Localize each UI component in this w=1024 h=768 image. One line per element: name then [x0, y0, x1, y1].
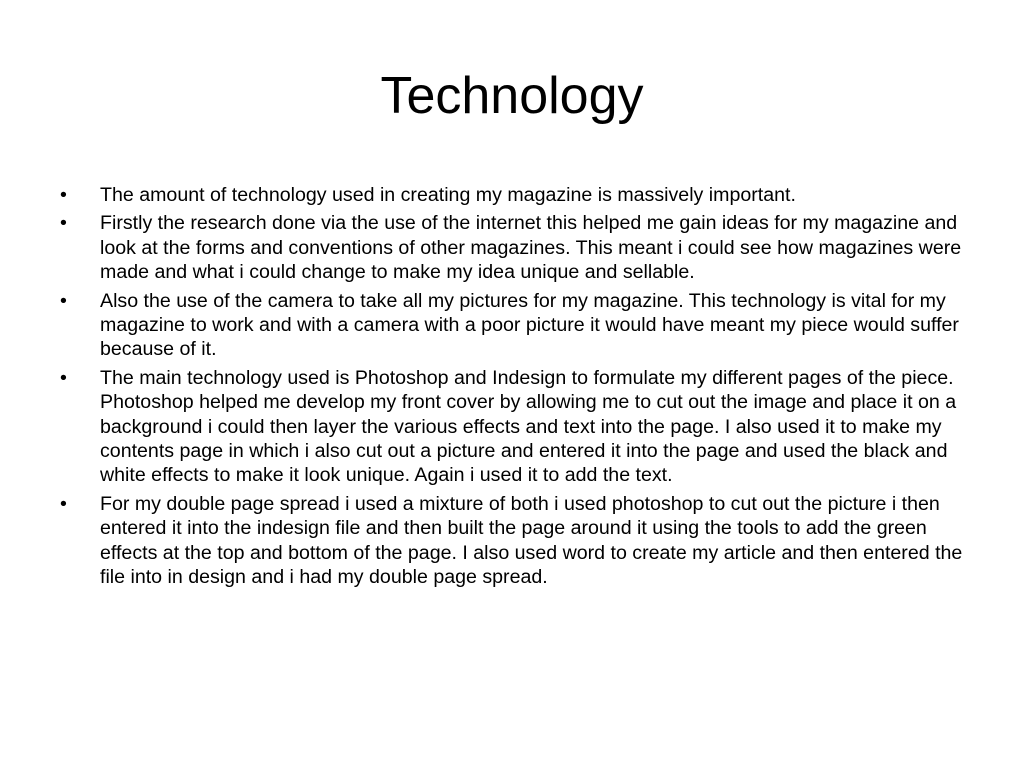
bullet-list	[60, 183, 966, 594]
bullet-item-3	[60, 289, 966, 362]
bullet-item-4	[60, 366, 966, 488]
slide-title: Technology	[380, 67, 644, 125]
bullet-item-5	[60, 492, 966, 590]
bullet-icon: •	[60, 492, 67, 515]
bullet-item-2	[60, 211, 966, 284]
bullet-icon: •	[60, 184, 67, 206]
bullet-item-1	[60, 183, 966, 207]
bullet-text: The main technology used is Photoshop and Indesign to formulate my different pages of the piece. Photoshop helped me develop my front cover by allowing me to cut out the image and place it on a background i could then layer the various effects and text into the page. I also used it to make my contents page in which i also cut out a picture and entered it into the page and used the black and white effects to make it look unique. Again i used it to add the text.	[100, 366, 957, 487]
bullet-icon: •	[60, 366, 67, 389]
bullet-icon: •	[60, 289, 67, 312]
bullet-icon: •	[60, 212, 67, 235]
bullet-text: Firstly the research done via the use of the internet this helped me gain ideas for my magazine and look at the forms and conventions of other magazines. This meant i could see how magazines were made and what i could change to make my idea unique and sellable.	[100, 212, 962, 284]
bullet-text: The amount of technology used in creating my magazine is massively important.	[100, 184, 796, 206]
bullet-text: Also the use of the camera to take all my pictures for my magazine. This technology is vital for my magazine to work and with a camera with a poor picture it would have meant my piece would suffer because of it.	[100, 289, 959, 361]
bullet-text: For my double page spread i used a mixture of both i used photoshop to cut out the picture i then entered it into the indesign file and then built the page around it using the tools to add the green effects at the top and bottom of the page. I also used word to create my article and then entered the file into in design and i had my double page spread.	[100, 492, 963, 589]
